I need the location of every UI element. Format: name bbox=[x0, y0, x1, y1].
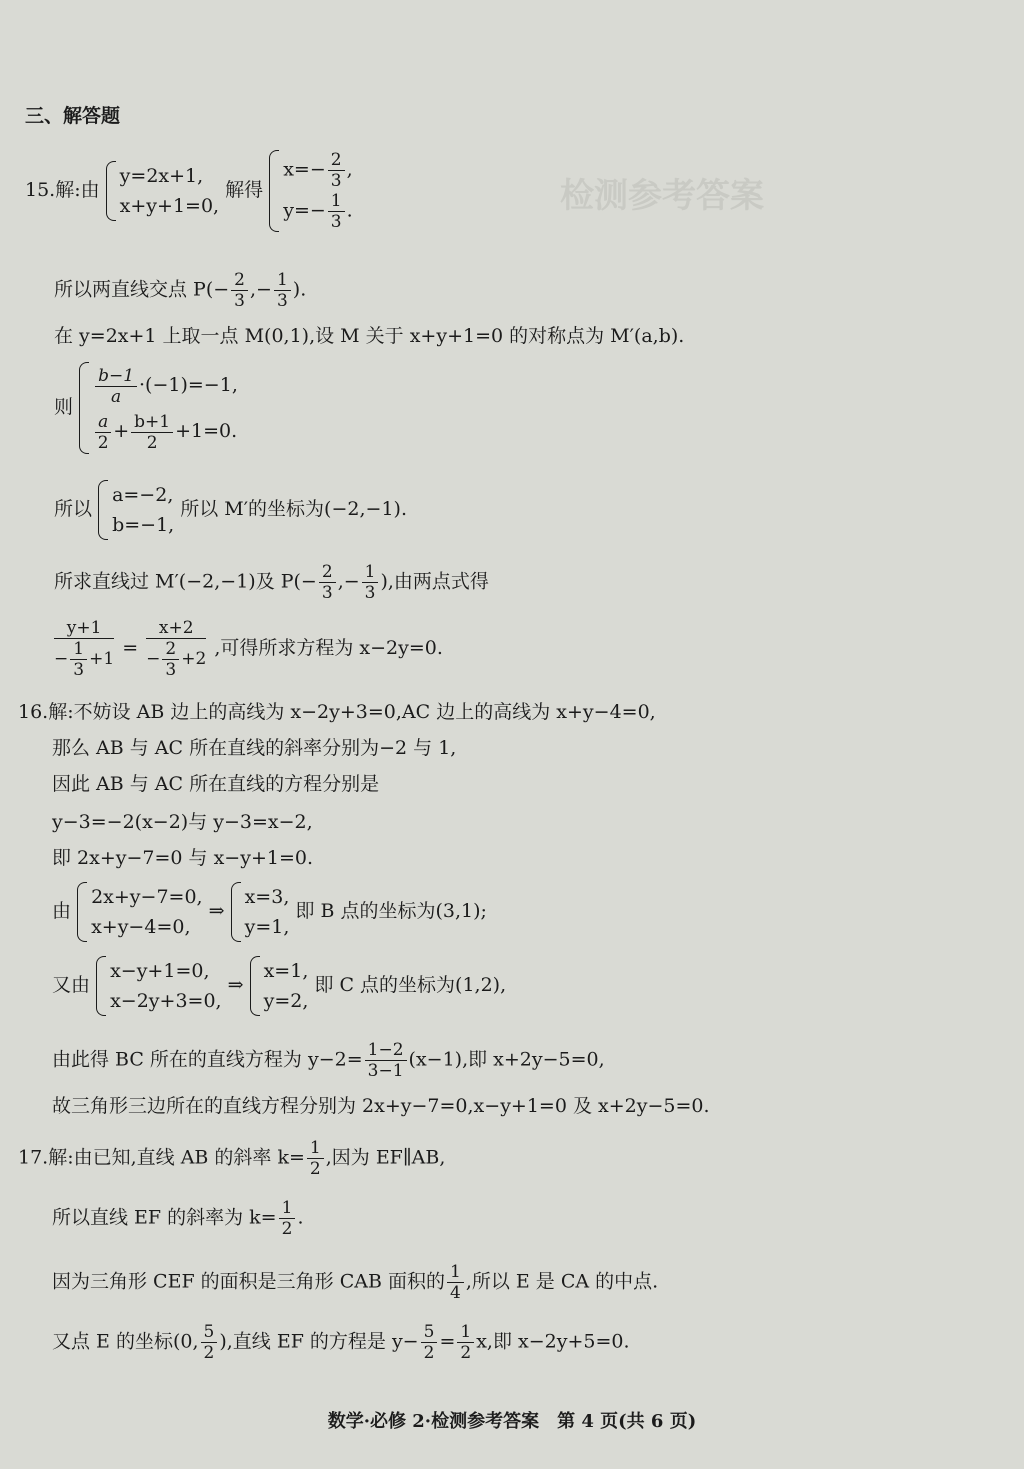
q16-system-c: 又由 x−y+1=0, x−2y+3=0, ⇒ x=1, y=2, 即 C 点的坐标为(1,2), bbox=[52, 956, 506, 1016]
q15-intersection-line: 所以两直线交点 P(− $\frac{2}{3}$ ,− $\frac{1}{3}$ ). bbox=[54, 270, 307, 311]
q17-line-3: 因为三角形 CEF 的面积是三角形 CAB 面积的 $\frac{1}{4}$ ,所以 E 是 CA 的中点. bbox=[52, 1262, 659, 1303]
q16-line-5: 即 2x+y−7=0 与 x−y+1=0. bbox=[52, 847, 314, 869]
q16-line-3: 因此 AB 与 AC 所在直线的方程分别是 bbox=[52, 773, 380, 795]
q15-two-point-line: 所求直线过 M′(−2,−1)及 P(− $\frac{2}{3}$ ,− $\frac{1}{3}$ ),由两点式得 bbox=[54, 562, 489, 603]
q15-point-line: 在 y=2x+1 上取一点 M(0,1),设 M 关于 x+y+1=0 的对称点为 M′(a,b). bbox=[54, 325, 685, 347]
q15-then-system: 则 $\frac{b-1}{a}$ ·(−1)=−1, $\frac{a}{2}$ + $\frac{b+1}{2}$ +1=0. bbox=[54, 362, 238, 454]
bleed-through-text: 检测参考答案 bbox=[560, 176, 764, 216]
q16-line-2: 那么 AB 与 AC 所在直线的斜率分别为−2 与 1, bbox=[52, 737, 457, 759]
q15-system-1: y=2x+1, x+y+1=0, bbox=[106, 161, 219, 221]
q16-line-4: y−3=−2(x−2)与 y−3=x−2, bbox=[52, 811, 313, 833]
q15-final-equation: y+1 − $\frac{1}{3}$ +1 = x+2 − $\frac{2}{3}$ +2 ,可得所求方程为 x−2y=0. bbox=[54, 618, 443, 680]
page-footer: 数学·必修 2·检测参考答案 第 4 页(共 6 页) bbox=[327, 1411, 697, 1432]
q15-solution-system: 所以 a=−2, b=−1, 所以 M′的坐标为(−2,−1). bbox=[54, 480, 407, 540]
q16-conclusion: 故三角形三边所在的直线方程分别为 2x+y−7=0,x−y+1=0 及 x+2y−5=0. bbox=[52, 1095, 710, 1117]
q15-system-2: x=− $\frac{2}{3}$ , y=− $\frac{1}{3}$ . bbox=[269, 150, 352, 232]
q16-line-1: 16.解:不妨设 AB 边上的高线为 x−2y+3=0,AC 边上的高线为 x+y−4=0, bbox=[18, 701, 656, 723]
q15-system-line: 15.解:由 y=2x+1, x+y+1=0, 解得 x=− $\frac{2}{3}$ , y=− $\frac{1}{3}$ . bbox=[25, 150, 353, 232]
q16-bc-line: 由此得 BC 所在的直线方程为 y−2= $\frac{1-2}{3-1}$ (x−1),即 x+2y−5=0, bbox=[52, 1040, 605, 1081]
q17-line-4: 又点 E 的坐标(0, $\frac{5}{2}$ ),直线 EF 的方程是 y− $\frac{5}{2}$ = $\frac{1}{2}$ x,即 x−2y+5=0. bbox=[52, 1322, 630, 1363]
q17-line-2: 所以直线 EF 的斜率为 k= $\frac{1}{2}$ . bbox=[52, 1198, 304, 1239]
q17-line-1: 17.解:由已知,直线 AB 的斜率 k= $\frac{1}{2}$ ,因为 EF∥AB, bbox=[18, 1138, 446, 1179]
q16-system-b: 由 2x+y−7=0, x+y−4=0, ⇒ x=3, y=1, 即 B 点的坐标为(3,1); bbox=[52, 882, 487, 942]
section-title: 三、解答题 bbox=[25, 105, 121, 127]
